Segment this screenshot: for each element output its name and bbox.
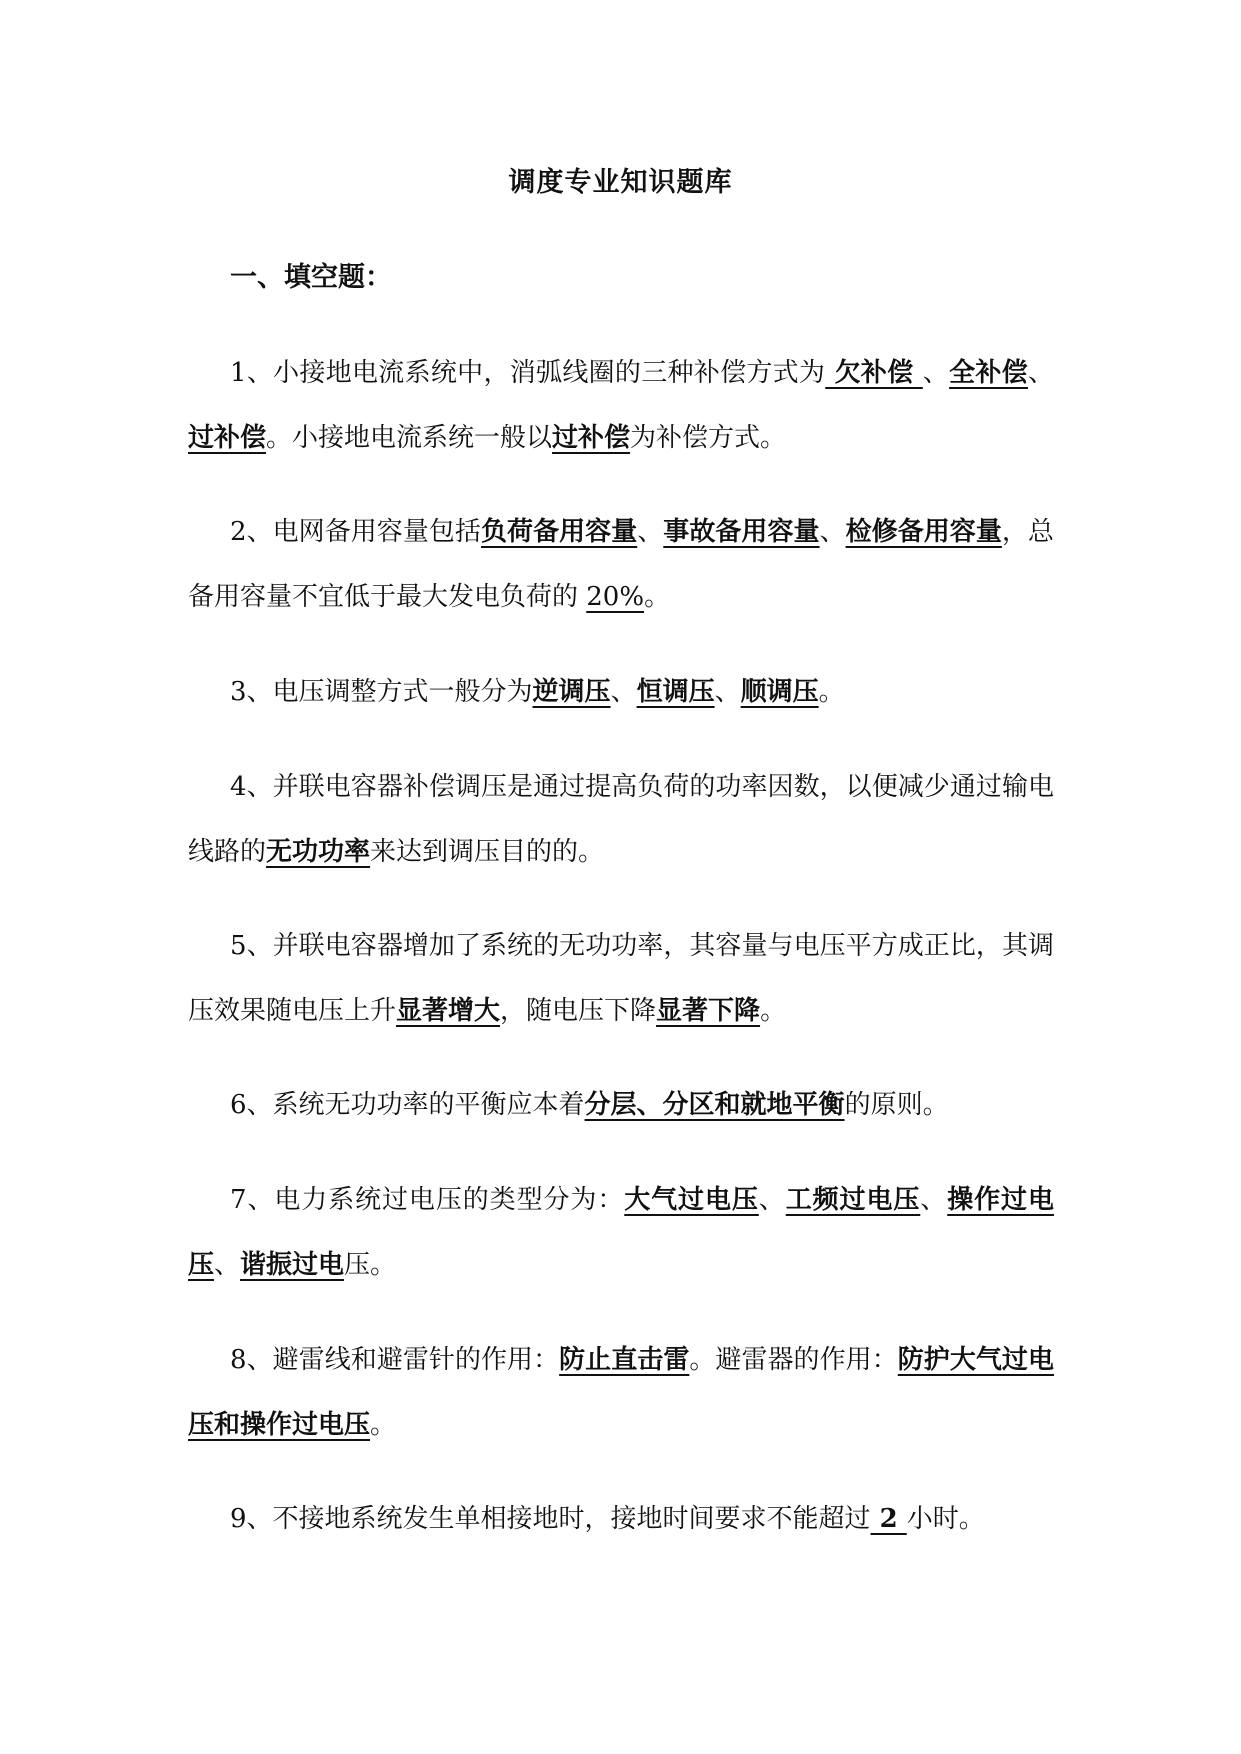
question-text: 来达到调压目的的。 (370, 837, 605, 867)
answer-text: 20% (586, 582, 645, 612)
question-3 (188, 660, 1054, 725)
answer-text: 大气过电压 (624, 1185, 759, 1215)
question-text: ： (597, 1185, 625, 1215)
answer-text: 防护大气过电压和操作过电压 (188, 1345, 1054, 1440)
answer-text: 负荷备用容量 (480, 517, 638, 547)
question-text: 。小接地电流系统一般以 (266, 423, 553, 453)
question-text: 、 (920, 1185, 948, 1215)
answer-text: 显著增大 (396, 996, 501, 1026)
question-4 (188, 755, 1054, 885)
question-text: 4、并联电容器补偿调压是通过提高负荷的功率因数，以便减少通过输电线路的 (188, 772, 1054, 867)
answer-text: 操作过电压 (188, 1185, 1054, 1280)
question-text: 、 (819, 517, 846, 547)
document-title: 调度专业知识题库 (508, 167, 733, 198)
question-7 (188, 1168, 1054, 1298)
question-text: 、 (922, 358, 950, 388)
question-text: 、 (610, 677, 637, 707)
question-6 (188, 1073, 1054, 1138)
answer-text: 顺调压 (740, 677, 819, 707)
answer-text: 显著下降 (656, 996, 761, 1026)
section-heading: 一、填空题： (230, 262, 392, 293)
answer-text: 全补偿 (949, 358, 1028, 388)
question-text: 、 (758, 1185, 786, 1215)
question-text: 压。 (344, 1250, 397, 1280)
answer-text: 过补偿 (188, 423, 267, 453)
answer-text: 分层、分区和就地平衡 (584, 1090, 845, 1120)
question-text: 6、系统无功功率的平衡应本着 (230, 1090, 585, 1120)
question-text: 。 (370, 1410, 397, 1440)
question-5 (188, 914, 1054, 1044)
question-text: 小时。 (906, 1504, 985, 1534)
answer-text: 2 (870, 1504, 907, 1534)
question-text: 3、电压调整方式一般分为 (230, 677, 533, 707)
question-text: 5、并联电容器增加了系统的无功功率，其容量与电压平方成正比，其调压效果随电压上升 (188, 931, 1054, 1026)
question-2 (188, 500, 1054, 630)
answer-text: 检修备用容量 (845, 517, 1002, 547)
answer-text: 防止直击雷 (559, 1345, 690, 1375)
answer-text: 恒调压 (636, 677, 715, 707)
answer-text: 谐振过电 (240, 1250, 345, 1280)
question-text: 9、不接地系统发生单相接地时，接地时间要求不能超过 (230, 1504, 871, 1534)
question-text: 、 (637, 517, 664, 547)
question-text: 的原则。 (844, 1090, 949, 1120)
answer-text: 逆调压 (532, 677, 611, 707)
answer-text: 工频过电压 (785, 1185, 921, 1215)
question-9 (188, 1487, 1054, 1552)
question-text: 7、电力系统过电压的类型分为 (230, 1185, 598, 1215)
question-text: 为补偿方式。 (630, 423, 787, 453)
question-text: 、 (1027, 358, 1054, 388)
question-1 (188, 341, 1054, 471)
question-8 (188, 1328, 1054, 1458)
answer-text: 无功功率 (266, 837, 371, 867)
question-text: ，总备用容量不宜低于最大发电负荷的 (188, 517, 1054, 612)
question-text: 8、避雷线和避雷针的作用： (230, 1345, 560, 1375)
answer-text: 过补偿 (552, 423, 631, 453)
answer-text: 欠补偿 (825, 358, 923, 388)
question-text: 、 (214, 1250, 241, 1280)
question-text: 。 (644, 582, 671, 612)
question-text: 。 (818, 677, 845, 707)
question-text: 。 (760, 996, 787, 1026)
question-text: 2、电网备用容量包括 (230, 517, 481, 547)
answer-text: 事故备用容量 (663, 517, 820, 547)
question-text: 、 (714, 677, 741, 707)
question-text: 1、小接地电流系统中，消弧线圈的三种补偿方式为 (230, 358, 826, 388)
question-text: ，随电压下降 (500, 996, 657, 1026)
question-text: 。避雷器的作用： (689, 1345, 898, 1375)
